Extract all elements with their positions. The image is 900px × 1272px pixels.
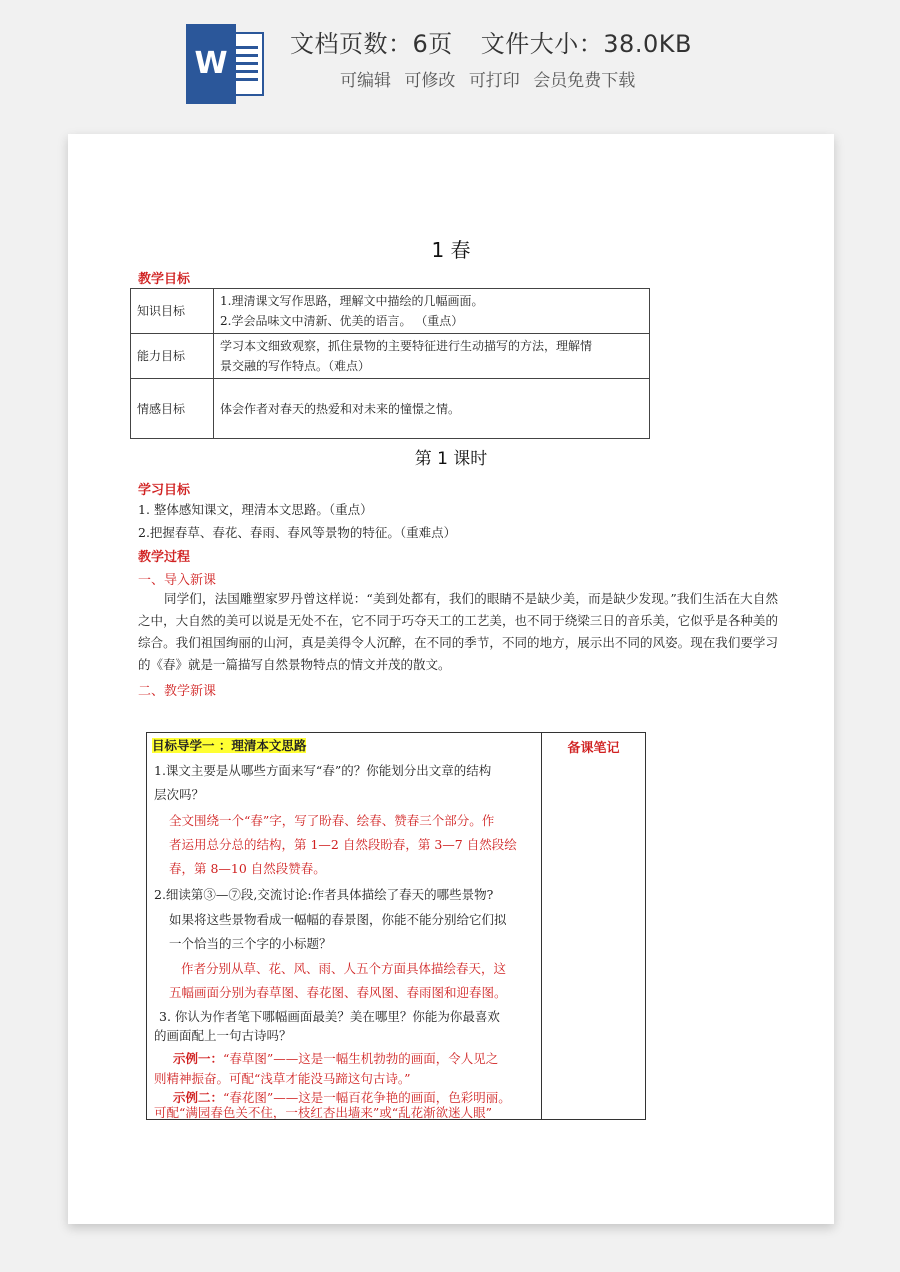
intro-paragraph: 同学们，法国雕塑家罗丹曾这样说：“美到处都有，我们的眼睛不是缺少美，而是缺少发现。”我们生活在大自然之中，大自然的美可以说是无处不在，它不同于巧夺天工的工艺美，也不同于绕梁三日的音乐美，它似乎是各种美的综合。我们祖国绚丽的山河，真是美得令人沉醉，在不同的季节，不同的地方，展示出不同的风姿。现在我们要学习的《春》就是一篇描写自然景物特点的情文并茂的散文。: [138, 591, 778, 672]
goal-content: [214, 334, 650, 379]
example-line: 可配“满园春色关不住，一枝红杏出墙来”或“乱花渐欲迷人眼”: [154, 1105, 493, 1119]
answer-line: 全文围绕一个“春”字，写了盼春、绘春、赞春三个部分。作: [169, 813, 495, 828]
example-line: “春花图”——这是一幅百花争艳的画面，色彩明丽。: [223, 1090, 511, 1105]
goal-key: 能力目标: [131, 334, 214, 379]
goal-line: 学习本文细致观察，抓住景物的主要特征进行生动描写的方法，理解情: [220, 339, 593, 353]
process-heading: 教学过程: [138, 550, 191, 565]
example-line: “春草图”——这是一幅生机勃勃的画面，令人见之: [223, 1051, 499, 1066]
table-row: [131, 289, 650, 334]
goal-line: 2.学会品味文中清新、优美的语言。 （重点）: [220, 314, 464, 328]
question-line: 3. 你认为作者笔下哪幅画面最美？美在哪里？你能为你最喜欢: [159, 1009, 500, 1024]
document-page: [68, 134, 834, 1224]
word-icon-letter: W: [186, 24, 236, 104]
lesson-title: 第 1 课时: [414, 449, 488, 469]
document-info-title: [290, 24, 692, 59]
answer-line: 作者分别从草、花、风、雨、人五个方面具体描绘春天，这: [181, 961, 507, 976]
example-line: 则精神振奋。可配“浅草才能没马蹄这句古诗。”: [154, 1071, 411, 1086]
teaching-goals-heading: 教学目标: [138, 272, 191, 287]
section-intro-heading: 一、导入新课: [138, 573, 217, 588]
document-features: [340, 66, 643, 91]
table-row: [147, 733, 646, 1120]
goal-line: 景交融的写作特点。（难点）: [220, 359, 371, 373]
goal-content: [214, 289, 650, 334]
teaching-goals-table: [130, 288, 650, 439]
question-line: 如果将这些景物看成一幅幅的春景图，你能不能分别给它们拟: [169, 912, 507, 927]
table-row: [131, 379, 650, 439]
feature-editable: 可编辑: [340, 71, 391, 91]
question-line: 一个恰当的三个字的小标题？: [169, 936, 332, 951]
study-goal-item: 1. 整体感知课文，理清本文思路。（重点）: [138, 502, 373, 517]
header-banner: [0, 0, 900, 130]
example-label: 示例一：: [173, 1051, 224, 1066]
goal-content: [214, 379, 650, 439]
guide-content-cell: [147, 733, 542, 1120]
file-size: 文件大小：38.0KB: [480, 30, 692, 58]
word-document-icon: [186, 24, 266, 104]
guide-table: [146, 732, 646, 1120]
answer-line: 者运用总分总的结构，第 1—2 自然段盼春，第 3—7 自然段绘: [169, 837, 517, 852]
goal-line: 体会作者对春天的热爱和对未来的憧憬之情。: [220, 401, 461, 416]
study-goals-heading: 学习目标: [138, 483, 191, 498]
notes-heading: 备课笔记: [542, 733, 646, 1120]
example-label: 示例二：: [173, 1090, 224, 1105]
question-line: 2.细读第③—⑦段,交流讨论:作者具体描绘了春天的哪些景物?: [154, 887, 494, 902]
guide-heading: 目标导学一 ：理清本文思路: [152, 738, 307, 753]
goal-key: 情感目标: [131, 379, 214, 439]
feature-modifiable: 可修改: [404, 71, 456, 91]
question-line: 层次吗？: [154, 787, 205, 802]
feature-printable: 可打印: [468, 71, 520, 91]
document-title: 1 春: [431, 238, 471, 262]
study-goal-item: 2.把握春草、春花、春雨、春风等景物的特征。（重难点）: [138, 525, 457, 540]
answer-line: 五幅画面分别为春草图、春花图、春风图、春雨图和迎春图。: [169, 985, 507, 1000]
question-line: 1.课文主要是从哪些方面来写“春”的？你能划分出文章的结构: [154, 763, 492, 778]
feature-member-download: 会员免费下载: [533, 71, 636, 91]
question-line: 的画面配上一句古诗吗？: [154, 1028, 292, 1043]
answer-line: 春，第 8—10 自然段赞春。: [169, 861, 326, 876]
goal-key: 知识目标: [131, 289, 214, 334]
table-row: [131, 334, 650, 379]
section-new-lesson-heading: 二、教学新课: [138, 684, 217, 699]
goal-line: 1.理清课文写作思路，理解文中描绘的几幅画面。: [220, 294, 484, 308]
page-count: 文档页数：6页: [290, 30, 453, 58]
